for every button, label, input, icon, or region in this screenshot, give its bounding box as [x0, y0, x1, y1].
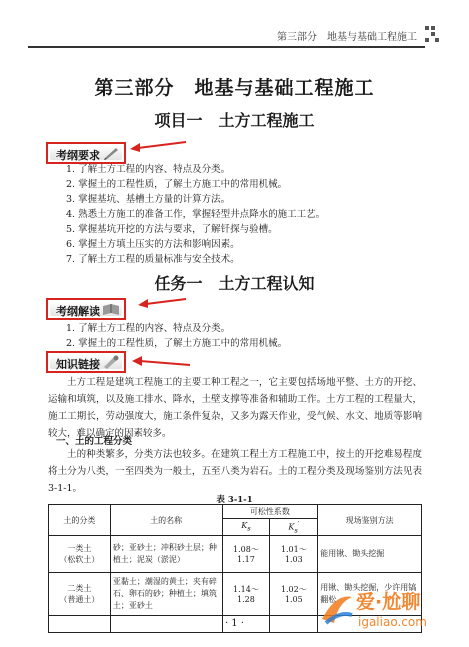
table-cell: 二类土 （普通土） — [49, 573, 111, 616]
kaogang-yaoqiu-list — [66, 162, 325, 267]
header-cell-ks: $K_s$ — [222, 519, 270, 536]
book-icon — [102, 302, 120, 316]
tools-icon — [102, 355, 120, 369]
watermark-text: 爱·尬聊 — [356, 591, 421, 613]
part-title: 第三部分 地基与基础工程施工 — [94, 77, 375, 99]
project-title: 项目一 土方工程施工 — [154, 111, 315, 130]
running-header-text: 第三部分 地基与基础工程施工 — [277, 32, 417, 43]
red-arrow-icon — [128, 140, 188, 152]
body-paragraph-2: 土的种类繁多，分类方法也较多。在建筑工程土方工程施工中，按土的开挖难易程度将土分为八类，一至四类为一般土，五至八类为岩石。土的工程分类及现场鉴别方法见表3-1-1。 — [48, 449, 422, 494]
table-cell: 一类土 （松软土） — [49, 536, 111, 573]
tag-label: 知识链接 — [56, 358, 100, 371]
tag-label: 考纲解读 — [56, 305, 100, 318]
table-cell: 砂；亚砂土；冲积砂土层；种植土；泥炭（淤泥） — [110, 536, 222, 573]
table-cell: 亚黏土；潮湿的黄土；夹有碎石、卵石的砂；种植土；填筑土；亚砂土 — [110, 573, 222, 616]
task-title: 任务一 土方工程认知 — [154, 274, 315, 293]
zhishi-lianjie-tag — [46, 351, 126, 373]
watermark-url: igaliao.com — [358, 615, 427, 629]
pen-icon — [102, 146, 120, 160]
list-item: 4. 熟悉土方施工的准备工作，掌握轻型井点降水的施工工艺。 — [66, 209, 326, 220]
list-item: 1. 了解土方工程的内容、特点及分类。 — [66, 164, 231, 175]
section-subheading: 一、土的工程分类 — [56, 436, 133, 447]
header-rule — [28, 46, 425, 48]
table-cell: 用锹、锄头挖掘，少许用镐翻松 — [318, 573, 422, 616]
table-cell: 1.14～1.28 — [222, 573, 270, 616]
header-cell: 现场鉴别方法 — [318, 505, 422, 536]
running-header — [0, 0, 469, 48]
kaogang-yaoqiu-tag — [46, 142, 126, 164]
table-caption: 表 3-1-1 — [216, 495, 253, 505]
red-arrow-icon — [136, 296, 188, 308]
list-item: 2. 掌握土的工程性质，了解土方施工中的常用机械。 — [66, 179, 288, 190]
body-paragraph-1: 土方工程是建筑工程施工的主要工种工程之一，它主要包括场地平整、土方的开挖、运输和填筑，以及施工排水、降水，土壁支撑等准备和辅助工作。土方工程的工程量大，施工工期长，劳动强度大，施工条件复杂，又多为露天作业，受气候、水文、地质等影响较大，难以确定的因素较多。 — [48, 377, 422, 439]
table-cell: 1.08～1.17 — [222, 536, 270, 573]
red-arrow-icon — [130, 355, 192, 367]
table-cell: 1.02～1.05 — [270, 573, 318, 616]
header-squares-icon — [425, 26, 439, 44]
list-item: 6. 掌握土方填土压实的方法和影响因素。 — [66, 239, 240, 250]
table-cell: 能用锹、锄头挖掘 — [318, 536, 422, 573]
tag-label: 考纲要求 — [56, 149, 100, 162]
list-item: 5. 掌握基坑开挖的方法与要求，了解钎探与验槽。 — [66, 224, 278, 235]
watermark — [312, 585, 462, 641]
list-item: 3. 掌握基坑、基槽土方量的计算方法。 — [66, 194, 231, 205]
kaogang-jiedu-tag — [46, 298, 126, 320]
header-cell: 可松性系数 — [222, 505, 318, 519]
page-number: · 1 · — [224, 618, 245, 629]
header-cell: 土的分类 — [49, 505, 111, 536]
kaogang-jiedu-list — [66, 321, 287, 351]
header-cell: 土的名称 — [110, 505, 222, 536]
list-item: 1. 了解土方工程的内容、特点及分类。 — [66, 323, 231, 334]
list-item: 7. 了解土方工程的质量标准与安全技术。 — [66, 254, 240, 265]
header-cell-ks-prime: $K_s'$ — [270, 519, 318, 536]
watermark-logo-icon — [316, 589, 356, 629]
list-item: 2. 掌握土的工程性质，了解土方施工中的常用机械。 — [66, 338, 288, 349]
table-cell: 1.01～1.03 — [270, 536, 318, 573]
table-row — [49, 536, 422, 573]
